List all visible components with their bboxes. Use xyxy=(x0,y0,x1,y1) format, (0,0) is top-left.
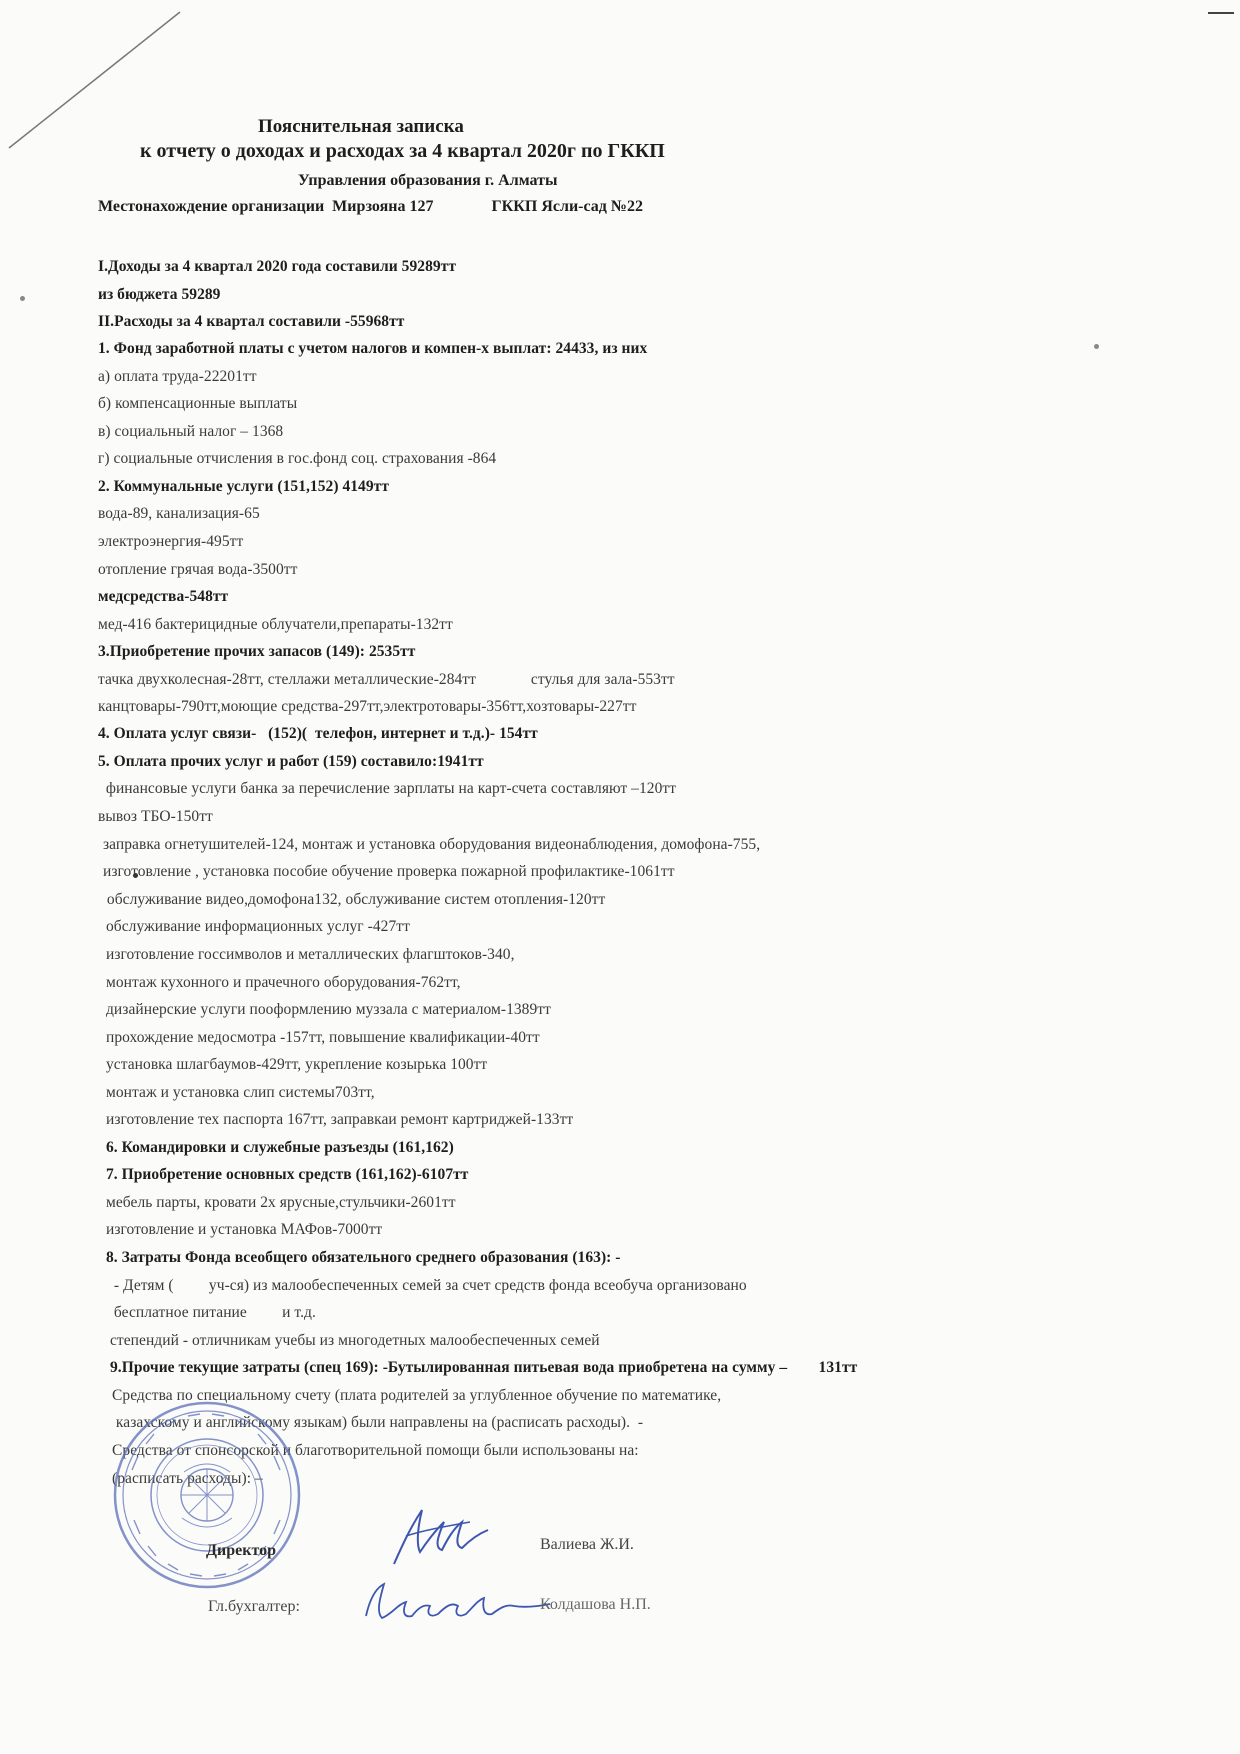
line-item: обслуживание видео,домофона132, обслуживание систем отопления-120тт xyxy=(103,891,606,908)
section-heading: 3.Приобретение прочих запасов (149): 2535тт xyxy=(98,643,416,660)
line-item: изготовление и установка МАФов-7000тт xyxy=(106,1221,383,1238)
line-item: установка шлагбаумов-429тт, укрепление козырька 100тт xyxy=(106,1056,488,1073)
line-item: дизайнерские услуги пооформлению муззала с материалом-1389тт xyxy=(106,1001,551,1018)
line-item: казахскому и английскому языкам) были направлены на (расписать расходы). - xyxy=(112,1414,644,1431)
line-item: отопление грячая вода-3500тт xyxy=(98,561,298,578)
organization-stamp xyxy=(112,1400,302,1590)
income-budget-line: из бюджета 59289 xyxy=(98,286,221,303)
director-label: Директор xyxy=(206,1542,276,1559)
scan-speck xyxy=(1094,344,1099,349)
line-item: мед-416 бактерицидные облучатели,препараты-132тт xyxy=(98,616,453,633)
expense-heading: II.Расходы за 4 квартал составили -55968тт xyxy=(98,313,405,330)
line-item: финансовые услуги банка за перечисление зарплаты на карт-счета составляют –120тт xyxy=(98,780,677,797)
section-heading: 4. Оплата услуг связи- (152)( телефон, интернет и т.д.)- 154тт xyxy=(98,725,538,742)
line-item: Средства от спонсорской и благотворительной помощи были использованы на: xyxy=(112,1442,639,1459)
line-item: электроэнергия-495тт xyxy=(98,533,244,550)
line-item: прохождение медосмотра -157тт, повышение квалификации-40тт xyxy=(106,1029,540,1046)
line-item: тачка двухколесная-28тт, стеллажи металлические-284тт стулья для зала-553тт xyxy=(98,671,675,688)
scan-edge-mark xyxy=(1208,12,1234,14)
line-item: заправка огнетушителей-124, монтаж и установка оборудования видеонаблюдения, домофона-755, xyxy=(103,836,761,853)
section-heading: 1. Фонд заработной платы с учетом налогов и компен-х выплат: 24433, из них xyxy=(98,340,648,357)
document-title: Пояснительная записка xyxy=(258,116,464,137)
line-item: изготовление тех паспорта 167тт, заправкаи ремонт картриджей-133тт xyxy=(106,1111,574,1128)
line-item: канцтовары-790тт,моющие средства-297тт,электротовары-356тт,хозтовары-227тт xyxy=(98,698,637,715)
line-item: вода-89, канализация-65 xyxy=(98,505,260,522)
line-item: монтаж кухонного и прачечного оборудования-762тт, xyxy=(106,974,461,991)
line-item: степендий - отличникам учебы из многодетных малообеспеченных семей xyxy=(110,1332,600,1349)
line-item: Средства по специальному счету (плата родителей за углубленное обучение по математике, xyxy=(112,1387,722,1404)
director-name: Валиева Ж.И. xyxy=(540,1536,634,1553)
line-item: (расписать расходы): – xyxy=(112,1470,263,1487)
line-item: изготовление госсимволов и металлических флагштоков-340, xyxy=(106,946,515,963)
line-item: бесплатное питание и т.д. xyxy=(110,1304,316,1321)
section-heading: медсредства-548тт xyxy=(98,588,229,605)
line-item: изготовление , установка пособие обучение проверка пожарной профилактике-1061тт xyxy=(103,863,675,880)
location-line xyxy=(98,198,643,216)
line-item: б) компенсационные выплаты xyxy=(98,395,298,412)
section-heading: 7. Приобретение основных средств (161,162)-6107тт xyxy=(106,1166,469,1183)
accountant-name: Колдашова Н.П. xyxy=(540,1596,651,1613)
accountant-signature xyxy=(358,1576,553,1630)
section-heading: 8. Затраты Фонда всеобщего обязательного среднего образования (163): - xyxy=(106,1249,621,1266)
line-item: вывоз ТБО-150тт xyxy=(98,808,213,825)
income-heading: I.Доходы за 4 квартал 2020 года составили 59289тт xyxy=(98,258,457,275)
accountant-label: Гл.бухгалтер: xyxy=(208,1598,300,1615)
location-label: Местонахождение организации xyxy=(98,198,325,215)
line-item: г) социальные отчисления в гос.фонд соц. страхования -864 xyxy=(98,450,497,467)
line-item: мебель парты, кровати 2х ярусные,стульчики-2601тт xyxy=(106,1194,456,1211)
section-heading: 2. Коммунальные услуги (151,152) 4149тт xyxy=(98,478,389,495)
director-signature xyxy=(388,1500,498,1572)
line-item: монтаж и установка слип системы703тт, xyxy=(106,1084,375,1101)
department-line: Управления образования г. Алматы xyxy=(298,172,558,189)
line-item: а) оплата труда-22201тт xyxy=(98,368,257,385)
section-heading: 9.Прочие текущие затраты (спец 169): -Бутылированная питьевая вода приобретена на сумму – 131тт xyxy=(110,1359,858,1376)
line-item: в) социальный налог – 1368 xyxy=(98,423,284,440)
scan-speck xyxy=(20,296,25,301)
line-item: - Детям ( уч-ся) из малообеспеченных семей за счет средств фонда всеобуча организовано xyxy=(110,1277,747,1294)
organization-name: ГККП Ясли-сад №22 xyxy=(491,198,643,215)
section-heading: 6. Командировки и служебные разъезды (161,162) xyxy=(106,1139,454,1156)
location-value: Мирзояна 127 xyxy=(332,198,434,215)
section-heading: 5. Оплата прочих услуг и работ (159) составило:1941тт xyxy=(98,753,484,770)
line-item: обслуживание информационных услуг -427тт xyxy=(106,918,410,935)
document-subtitle: к отчету о доходах и расходах за 4 квартал 2020г по ГККП xyxy=(140,140,665,162)
scan-fold-line xyxy=(5,10,185,150)
